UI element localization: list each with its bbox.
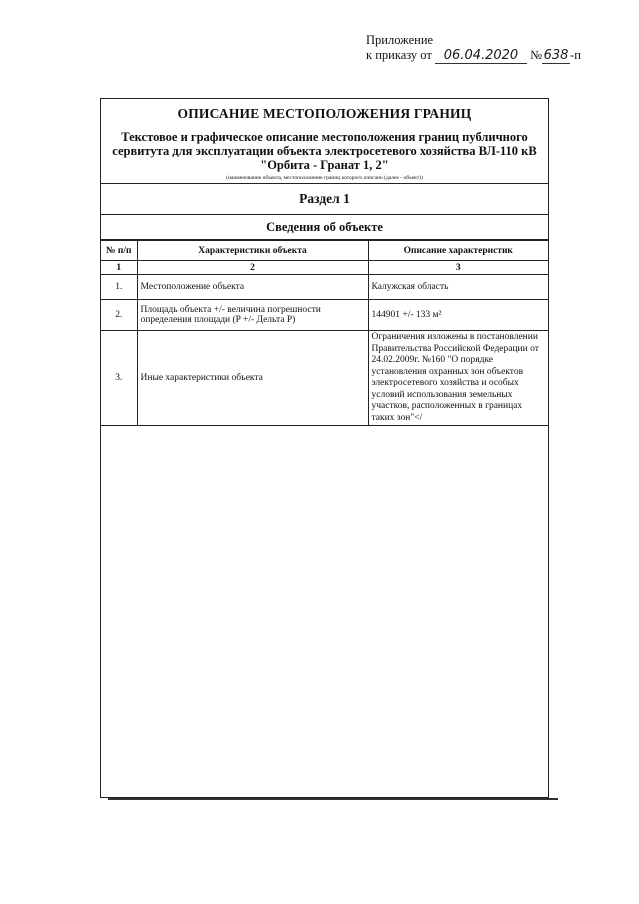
annex-title: Приложение (366, 33, 434, 47)
bottom-rule (108, 798, 558, 800)
annex-suffix: -п (570, 48, 581, 62)
characteristic-cell: Иные характеристики объекта (137, 331, 368, 426)
description-cell: Ограничения изложены в постановлении Правительства Российской Федерации от 24.02.2009г. №160 "О порядке установления охранных зон объектов электросетевого хозяйства и особых условий использования земельных участков, расположенных в границах таких зон"</ (368, 331, 548, 426)
characteristic-cell: Площадь объекта +/- величина погрешности определения площади (P +/- Дельта P) (137, 300, 368, 331)
row-number-cell: 3. (101, 331, 137, 426)
table-column-number-row (101, 261, 548, 275)
table-row (101, 275, 548, 300)
document-frame (100, 98, 549, 798)
annex-block (366, 33, 581, 64)
subtitle-line-2: сервитута для эксплуатации объекта электросетевого хозяйства ВЛ-110 кВ (112, 144, 537, 158)
subtitle-line-3: "Орбита - Гранат 1, 2" (260, 158, 389, 172)
column-number-cell: 1 (101, 261, 137, 275)
table-row (101, 300, 548, 331)
table-header-cell: Характеристики объекта (137, 241, 368, 261)
annex-number-sign: № (530, 48, 543, 62)
annex-number: 638 (543, 48, 569, 63)
description-cell: 144901 +/- 133 м² (368, 300, 548, 331)
table-header-row (101, 241, 548, 261)
object-info-table (101, 240, 548, 426)
row-number-cell: 2. (101, 300, 137, 331)
object-name-note: (наименование объекта, местоположение границ которого описано (далее - объект)) (226, 175, 423, 181)
row-number-cell: 1. (101, 275, 137, 300)
characteristic-cell: Местоположение объекта (137, 275, 368, 300)
object-info-title: Сведения об объекте (101, 215, 548, 240)
description-cell: Калужская область (368, 275, 548, 300)
annex-order-line (366, 48, 581, 64)
document-title: ОПИСАНИЕ МЕСТОПОЛОЖЕНИЯ ГРАНИЦ (177, 106, 472, 121)
subtitle-line-1: Текстовое и графическое описание местоположения границ публичного (121, 130, 528, 144)
section-title: Раздел 1 (101, 184, 548, 215)
column-number-cell: 2 (137, 261, 368, 275)
column-number-cell: 3 (368, 261, 548, 275)
document-subtitle (107, 130, 542, 172)
table-row (101, 331, 548, 426)
annex-date: 06.04.2020 (435, 48, 527, 64)
table-header-cell: Описание характеристик (368, 241, 548, 261)
table-header-cell: № п/п (101, 241, 137, 261)
document-header (101, 99, 548, 184)
annex-prefix: к приказу от (366, 48, 432, 62)
